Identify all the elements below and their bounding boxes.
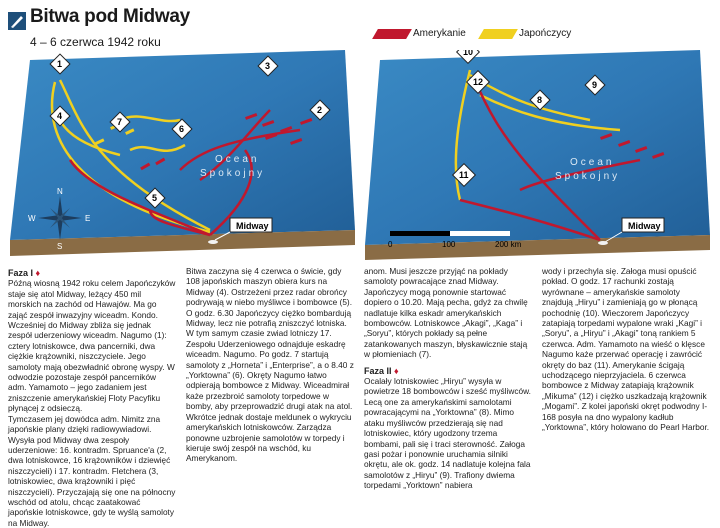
phase-1-intro: Późną wiosną 1942 roku celem Japończyków staje się atol Midway, leżący 450 mil morskich na zachód od Hawajów. Ma go zająć zespół inwazyjny wiceadm. Kondo. Wcześniej do Midway zbliża się jednak zespół uderzeniowy wiceadm. Nagumo (1): cztery lotniskowce, dwa pancerniki, dwa ciężkie krążowniki, niszczyciele. Jego samoloty mają obezwładnić obronę wyspy. W odwodzie pozostaje zespół pancerników adm. Yamamoto – jego zadaniem jest zniszczenie amerykańskiej Floty Pacyfiku płynącej z odsieczą. xyxy=(8,278,176,414)
phase-2-heading: Faza II xyxy=(364,365,392,376)
ocean-label-line2: Spokojny xyxy=(555,171,621,182)
phase-1-intro-continued: Tymczasem jej dowódca adm. Nimitz zna japońskie plany dzięki radiowywiadowi. Wysyła pod Midway dwa zespoły uderzeniowe: 16. kontradm. Spruance'a (2, dwa lotniskowce, 16 krążowników i dziewięć niszczycieli) i 17. kontradm. Fletchera (3, lotniskowiec, dwa krążowniki i pięć niszczycieli). Przyczajają się one na północny wschód od atolu, chcąc zaatakować japońskie lotniskowce, gdy te wyślą samoloty na Midway. xyxy=(8,413,176,528)
svg-text:12: 12 xyxy=(473,77,484,87)
map-phase-2 xyxy=(360,50,718,262)
compass-s: S xyxy=(57,242,63,251)
text-column-3 xyxy=(364,266,532,491)
legend xyxy=(375,28,695,46)
ocean-label-line1: Ocean xyxy=(215,154,260,165)
phase-1-heading: Faza I xyxy=(8,268,34,278)
midway-atoll xyxy=(598,241,608,245)
legend-japanese-swatch xyxy=(478,29,518,39)
phase-1-battle: Bitwa zaczyna się 4 czerwca o świcie, gdy 108 japońskich maszyn obiera kurs na Midway (4). Ostrzeżeni przez radar obrońcy podrywają w niebo myśliwce i bombowce (5). O godz. 6.30 Japończycy ciężko bombardują Midway, lecz nie potrafią zniszczyć lotniska. W tym samym czasie zwiad lotniczy 17. Zespołu Uderzeniowego odnajduje eskadrę wiceadm. Nagumo. Po godz. 7 startują samoloty z „Horneta” i „Enterprise”, a o 8.40 z „Yorktowna” (6). Okręty Nagumo łatwo odpierają bombowce z Midway. Wiceadmirał każe przezbroić samoloty torpedowe w bomby, aby przeprowadzić drugi atak na atol. Wkrótce jednak dostaje meldunek o wykryciu amerykańskich lotniskowców. Zarządza ponowne uzbrojenie samolotów w torpedy i kieruje swój zespół na wschód, ku Amerykanom. xyxy=(186,266,354,464)
svg-text:7: 7 xyxy=(117,117,123,127)
svg-text:10: 10 xyxy=(463,50,474,57)
scale-zero: 0 xyxy=(388,240,393,249)
midway-label: Midway xyxy=(236,221,269,231)
text-column-4 xyxy=(542,266,710,433)
sea-surface xyxy=(365,50,710,245)
svg-text:11: 11 xyxy=(459,170,469,180)
legend-american-swatch xyxy=(372,29,412,39)
page-subtitle: 4 – 6 czerwca 1942 roku xyxy=(30,35,161,49)
diamond-bullet-icon: ♦ xyxy=(394,365,399,376)
svg-text:5: 5 xyxy=(152,193,158,203)
svg-text:6: 6 xyxy=(179,124,185,134)
compass-w: W xyxy=(28,214,36,223)
text-column-2 xyxy=(186,266,354,464)
svg-text:1: 1 xyxy=(57,59,63,69)
page-title: Bitwa pod Midway xyxy=(30,6,190,27)
legend-american xyxy=(375,28,466,39)
compass-e: E xyxy=(85,214,91,223)
scale-end: 200 km xyxy=(495,240,522,249)
svg-text:3: 3 xyxy=(265,61,271,71)
legend-japanese xyxy=(481,28,571,39)
text-column-1 xyxy=(8,266,176,528)
svg-text:8: 8 xyxy=(537,95,543,105)
midway-label: Midway xyxy=(628,221,661,231)
ocean-label-line2: Spokojny xyxy=(200,168,266,179)
diamond-bullet-icon: ♦ xyxy=(35,268,41,278)
compass-n: N xyxy=(57,187,63,196)
phase-2-text: Ocalały lotniskowiec „Hiryu” wysyła w powietrze 18 bombowców i sześć myśliwców. Lecą one za amerykańskimi samolotami powracającymi na „Yorktowna” (8). Mimo ataku myśliwców przedzierają się nad lotniskowiec, który ugodzony trzema bombami, pali się i traci sterowność. Załoga gasi pożar i ponownie uruchamia silniki okrętu, ale ok. godz. 14 nadlatuje kolejna fala samolotów z „Hiryu” (9). Trafiony dwiema torpedami „Yorktown” nabiera xyxy=(364,376,531,491)
phase-2-text-continued: wody i przechyla się. Załoga musi opuścić pokład. O godz. 17 rachunki zostają wyrównane – amerykańskie samoloty znajdują „Hiryu” i zamieniają go w płonącą pochodnię (10). Wieczorem Japończycy zatapiają torpedami wypalone wraki „Kagi” i „Soryu”, a „Hiryu” i „Akagi” toną rankiem 5 czerwca. Adm. Yamamoto na wieść o klęsce Nagumo każe przerwać operację i zawrócić okręty do baz (11). Amerykanie ścigają uchodzącego nieprzyjaciela. 6 czerwca bombowce z Midway zatapiają krążownik „Mikuma” (12) i ciężko uszkadzają krążownik „Mogami”. Z kolei japoński okręt podwodny I-168 posyła na dno wypalony kadłub „Yorktowna”, który holowano do Pearl Harbor. xyxy=(542,266,710,433)
legend-american-label: Amerykanie xyxy=(413,28,466,39)
svg-text:2: 2 xyxy=(317,105,323,115)
scale-mid: 100 xyxy=(442,240,456,249)
phase-1-conclusion: anom. Musi jeszcze przyjąć na pokłady samoloty powracające znad Midway. Japończycy mogą ponownie startować dopiero o 10.20. Mają pecha, gdyż za chwilę nadlatuje kilka eskadr amerykańskich bombowców. Lotniskowce „Akagi”, „Kaga” i „Soryu”, których pokłady są pełne zatankowanych maszyn, błyskawicznie stają w płomieniach (7). xyxy=(364,266,528,360)
map-phase-1 xyxy=(0,50,365,260)
svg-text:9: 9 xyxy=(592,80,598,90)
midway-atoll xyxy=(208,240,218,244)
legend-japanese-label: Japończycy xyxy=(519,28,572,39)
ocean-label-line1: Ocean xyxy=(570,157,615,168)
fountain-pen-icon xyxy=(8,12,26,30)
header xyxy=(8,4,308,49)
svg-text:4: 4 xyxy=(57,111,63,121)
